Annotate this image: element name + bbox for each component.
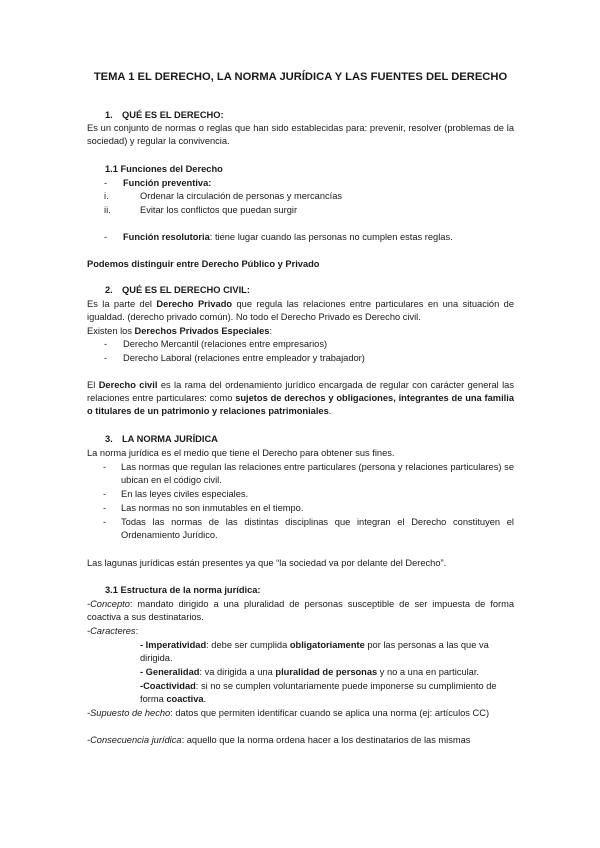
subsection-3-1-heading: 3.1 Estructura de la norma jurídica: <box>105 585 261 595</box>
list-item <box>103 488 514 501</box>
derecho-laboral-item: Derecho Laboral (relaciones entre empleador y trabajador) <box>123 353 365 363</box>
concepto-definition <box>87 598 514 624</box>
section-2-title: QUÉ ES EL DERECHO CIVIL: <box>122 285 250 295</box>
text-run: . <box>203 694 207 705</box>
text-run: . <box>328 406 332 417</box>
section-1-title: QUÉ ES EL DERECHO: <box>122 110 224 120</box>
list-item <box>103 516 514 542</box>
roman-marker-i: i. <box>104 191 109 201</box>
caracteres-label: -Caracteres <box>87 626 136 636</box>
derecho-civil-paragraph-1 <box>87 298 514 324</box>
section-3-heading <box>105 433 218 446</box>
section-3-title: LA NORMA JURÍDICA <box>122 434 218 444</box>
dash-marker: - <box>104 232 108 242</box>
derechos-especiales-intro <box>87 325 514 338</box>
section-3-number: 3. <box>105 434 113 444</box>
list-item-text: Las normas no son inmutables en el tiempo. <box>121 503 304 513</box>
obligatoriamente-emphasis: obligatoriamente <box>289 640 365 650</box>
list-item-text: Todas las normas de las distintas disciplinas que integran el Derecho constituyen el Ordenamiento Jurídico. <box>121 517 514 541</box>
list-item <box>103 461 514 487</box>
text-run: es la rama del ordenamiento jurídico encargada de regular con carácter general las relaciones entre particulares: como <box>87 380 514 404</box>
text-run: : mandato dirigido a una pluralidad de personas susceptible de ser impuesta de forma coactiva a sus destinatarios. <box>87 599 514 623</box>
text-run: : <box>269 326 273 336</box>
derecho-mercantil-item: Derecho Mercantil (relaciones entre empresarios) <box>123 339 328 349</box>
text-run: : va dirigida a una <box>199 667 276 677</box>
sujetos-emphasis: sujetos de derechos y obligaciones, integrantes de una familia o titulares de un patrimonio y relaciones patrimoniales <box>87 393 514 417</box>
text-run: que regula las relaciones entre particulares en una situación de igualdad. (derecho privado común). No todo el Derecho Privado es Derecho civil. <box>87 299 515 323</box>
text-run: : si no se cumplen voluntariamente puede imponerse su cumplimiento de forma <box>140 681 497 705</box>
preventiva-item-1: Ordenar la circulación de personas y mercancías <box>140 191 343 201</box>
dash-marker: - <box>103 489 107 499</box>
funcion-resolutoria <box>123 231 453 244</box>
dash-marker: - <box>104 339 108 349</box>
text-run: Es la parte del <box>87 299 157 309</box>
section-1-heading <box>105 109 224 122</box>
imperatividad-label: - Imperatividad <box>140 640 207 650</box>
dash-marker: - <box>104 353 108 363</box>
dash-marker: - <box>103 503 107 513</box>
pluralidad-emphasis: pluralidad de personas <box>275 667 378 677</box>
supuesto-label: -Supuesto de hecho <box>87 708 171 718</box>
document-title: TEMA 1 EL DERECHO, LA NORMA JURÍDICA Y LAS FUENTES DEL DERECHO <box>93 71 508 83</box>
text-run: y no a una en particular. <box>377 667 480 677</box>
consecuencia-juridica <box>87 734 514 747</box>
section-1-number: 1. <box>105 110 113 120</box>
text-run: : <box>135 626 139 636</box>
preventiva-item-2: Evitar los conflictos que puedan surgir <box>140 205 298 215</box>
consecuencia-label: -Consecuencia jurídica <box>87 735 182 745</box>
text-run: : aquello que la norma ordena hacer a los destinatarios de las mismas <box>181 735 471 745</box>
generalidad-label: - Generalidad <box>140 667 200 677</box>
text-run: : debe ser cumplida <box>206 640 290 650</box>
section-2-heading <box>105 284 250 297</box>
text-run: Existen los <box>87 326 135 336</box>
text-run: por las personas a las que va dirigida. <box>140 640 489 664</box>
caracteres-heading <box>87 625 514 638</box>
derechos-especiales-emphasis: Derechos Privados Especiales <box>134 326 270 336</box>
text-run: : datos que permiten identificar cuando se aplica una norma (ej: artículos CC) <box>170 708 490 718</box>
roman-marker-ii: ii. <box>104 205 111 215</box>
section-2-number: 2. <box>105 285 113 295</box>
derecho-civil-emphasis: Derecho civil <box>98 380 158 390</box>
list-item <box>103 502 514 515</box>
coactividad-label: -Coactividad <box>140 681 196 691</box>
text-run: El <box>87 380 99 390</box>
coactividad-item <box>140 680 514 706</box>
subsection-1-1-heading: 1.1 Funciones del Derecho <box>105 164 223 174</box>
dash-marker: - <box>103 517 107 527</box>
lagunas-statement: Las lagunas jurídicas están presentes ya que “la sociedad va por delante del Derecho”. <box>87 558 447 568</box>
funcion-resolutoria-text: : tiene lugar cuando las personas no cumplen estas reglas. <box>209 232 453 242</box>
list-item-text: Las normas que regulan las relaciones entre particulares (persona y relaciones particulares) se ubican en el código civil. <box>121 462 514 486</box>
norma-juridica-intro: La norma jurídica es el medio que tiene el Derecho para obtener sus fines. <box>87 448 395 458</box>
funcion-preventiva-label: Función preventiva: <box>123 178 212 188</box>
concepto-label: -Concepto <box>87 599 130 609</box>
imperatividad-item <box>140 639 514 665</box>
funcion-resolutoria-label: Función resolutoria <box>123 232 210 242</box>
dash-marker: - <box>104 178 108 188</box>
generalidad-item <box>140 666 514 679</box>
section-1-definition: Es un conjunto de normas o reglas que han sido establecidas para: prevenir, resolver (problemas de la sociedad) y regular la convivencia. <box>87 123 514 147</box>
dash-marker: - <box>103 462 107 472</box>
coactiva-emphasis: coactiva <box>166 694 204 705</box>
distinguir-statement: Podemos distinguir entre Derecho Público y Privado <box>87 259 320 269</box>
derecho-privado-emphasis: Derecho Privado <box>156 299 233 309</box>
supuesto-de-hecho <box>87 707 514 720</box>
derecho-civil-paragraph-2 <box>87 379 514 419</box>
list-item-text: En las leyes civiles especiales. <box>121 489 249 499</box>
